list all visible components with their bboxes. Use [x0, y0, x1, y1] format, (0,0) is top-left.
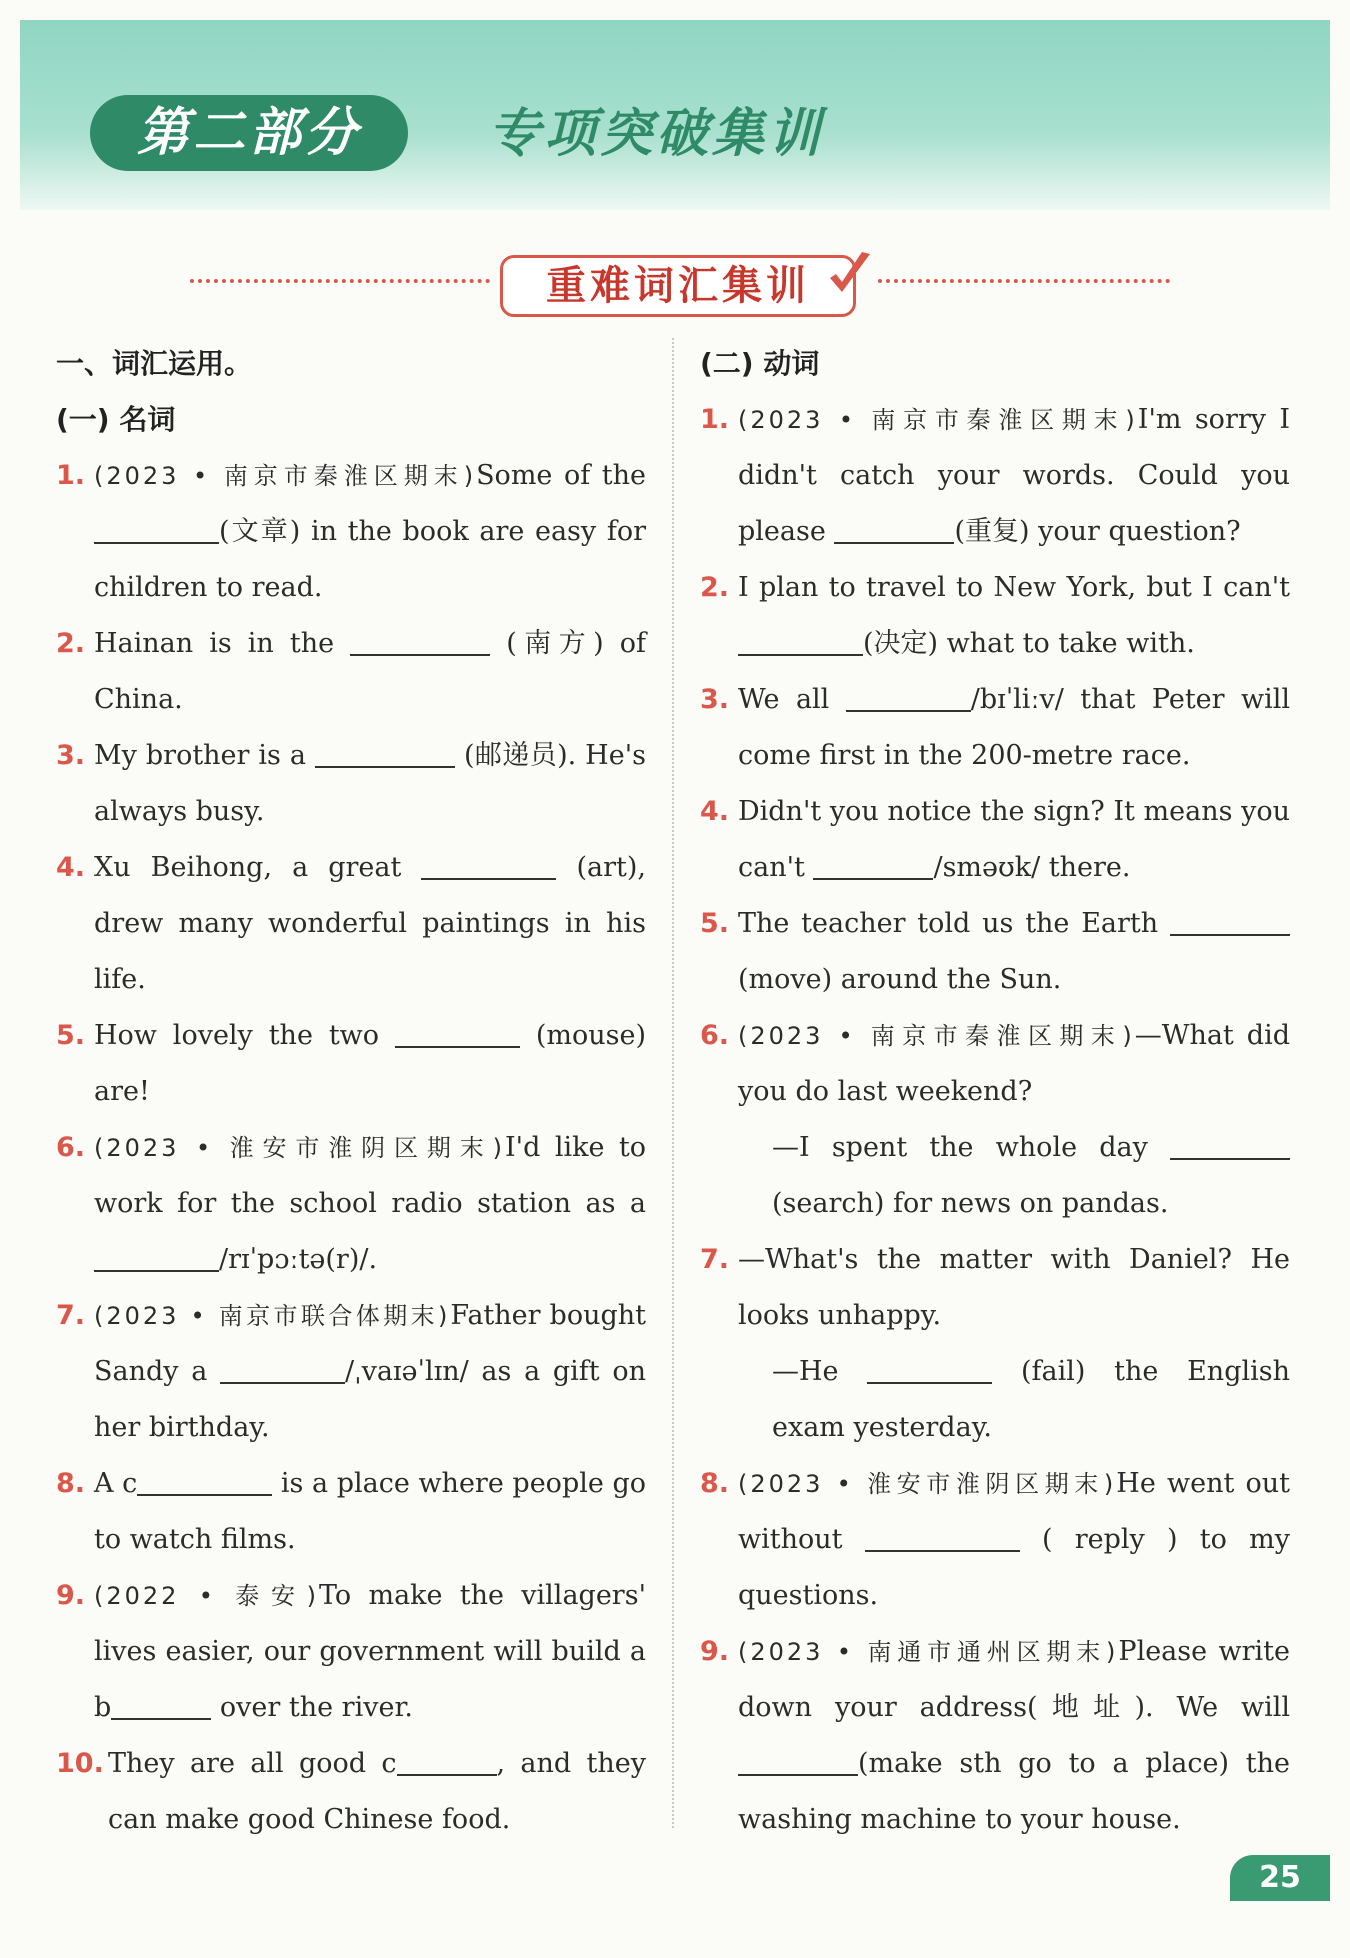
divider-dots-left — [190, 279, 490, 283]
section-title: 重难词汇集训 — [500, 255, 856, 317]
answer-blank[interactable] — [94, 1242, 219, 1272]
noun-question-7: 7. (2023 • 南京市联合体期末)Father bought Sandy a /ˌvaɪəˈlɪn/ as a gift on her birthday. — [56, 1300, 646, 1443]
verb-question-5: 5. The teacher told us the Earth (move) around the Sun. — [700, 896, 1290, 1008]
answer-blank[interactable] — [421, 850, 556, 880]
exercise-heading: 一、词汇运用。 — [56, 347, 253, 380]
noun-question-8: 8. A c is a place where people go to watch films. — [56, 1468, 646, 1555]
answer-blank[interactable] — [1170, 1130, 1290, 1160]
page-number: 25 — [1230, 1855, 1330, 1901]
left-column — [56, 336, 646, 1848]
verb-question-2: 2. I plan to travel to New York, but I can't (决定) what to take with. — [700, 572, 1290, 659]
answer-blank[interactable] — [315, 738, 455, 768]
answer-blank[interactable] — [397, 1746, 497, 1776]
noun-question-10: 10. They are all good c , and they can make good Chinese food. — [56, 1748, 646, 1835]
noun-question-2: 2. Hainan is in the (南方) of China. — [56, 628, 646, 715]
column-divider — [672, 338, 674, 1828]
noun-question-3: 3. My brother is a (邮递员). He's always busy. — [56, 740, 646, 827]
noun-question-4: 4. Xu Beihong, a great (art), drew many wonderful paintings in his life. — [56, 852, 646, 995]
verb-question-9: 9. (2023 • 南通市通州区期末)Please write down your address(地址). We will (make sth go to a place) the washing machine to your house. — [700, 1636, 1291, 1835]
answer-blank[interactable] — [1170, 906, 1290, 936]
answer-blank[interactable] — [846, 682, 971, 712]
verb-question-1: 1. (2023 • 南京市秦淮区期末)I'm sorry I didn't catch your words. Could you please (重复) your question? — [700, 404, 1291, 547]
noun-question-5: 5. How lovely the two (mouse) are! — [56, 1020, 647, 1107]
noun-question-6: 6. (2023 • 淮安市淮阴区期末)I'd like to work for the school radio station as a /rɪˈpɔːtə(r)/. — [56, 1132, 646, 1275]
noun-subheading: (一) 名词 — [56, 403, 176, 436]
verb-question-7: 7. —What's the matter with Daniel? He looks unhappy. —He (fail) the English exam yesterday. — [700, 1244, 1290, 1443]
answer-blank[interactable] — [395, 1018, 520, 1048]
part-label: 第二部分 — [90, 95, 408, 171]
answer-blank[interactable] — [94, 514, 219, 544]
check-icon — [826, 248, 874, 306]
noun-question-9: 9. (2022 • 泰安)To make the villagers' lives easier, our government will build a b over the river. — [56, 1580, 646, 1723]
answer-blank[interactable] — [137, 1466, 272, 1496]
right-column — [700, 336, 1290, 1848]
part-title: 专项突破集训 — [488, 104, 825, 164]
answer-blank[interactable] — [865, 1522, 1020, 1552]
verb-question-4: 4. Didn't you notice the sign? It means you can't /sməʊk/ there. — [700, 796, 1290, 883]
answer-blank[interactable] — [834, 514, 954, 544]
verb-question-8: 8. (2023 • 淮安市淮阴区期末)He went out without ( reply ) to my questions. — [700, 1468, 1291, 1611]
answer-blank[interactable] — [738, 626, 863, 656]
verb-subheading: (二) 动词 — [700, 347, 820, 380]
noun-question-1: 1. (2023 • 南京市秦淮区期末)Some of the (文章) in the book are easy for children to read. — [56, 460, 646, 603]
answer-blank[interactable] — [813, 850, 933, 880]
verb-question-3: 3. We all /bɪˈliːv/ that Peter will come first in the 200-metre race. — [700, 684, 1290, 771]
divider-dots-right — [878, 279, 1170, 283]
answer-blank[interactable] — [738, 1746, 858, 1776]
answer-blank[interactable] — [350, 626, 490, 656]
answer-blank[interactable] — [867, 1354, 992, 1384]
answer-blank[interactable] — [111, 1690, 211, 1720]
verb-question-6: 6. (2023 • 南京市秦淮区期末)—What did you do last weekend? —I spent the whole day (search) for news on pandas. — [700, 1020, 1291, 1219]
answer-blank[interactable] — [220, 1354, 345, 1384]
